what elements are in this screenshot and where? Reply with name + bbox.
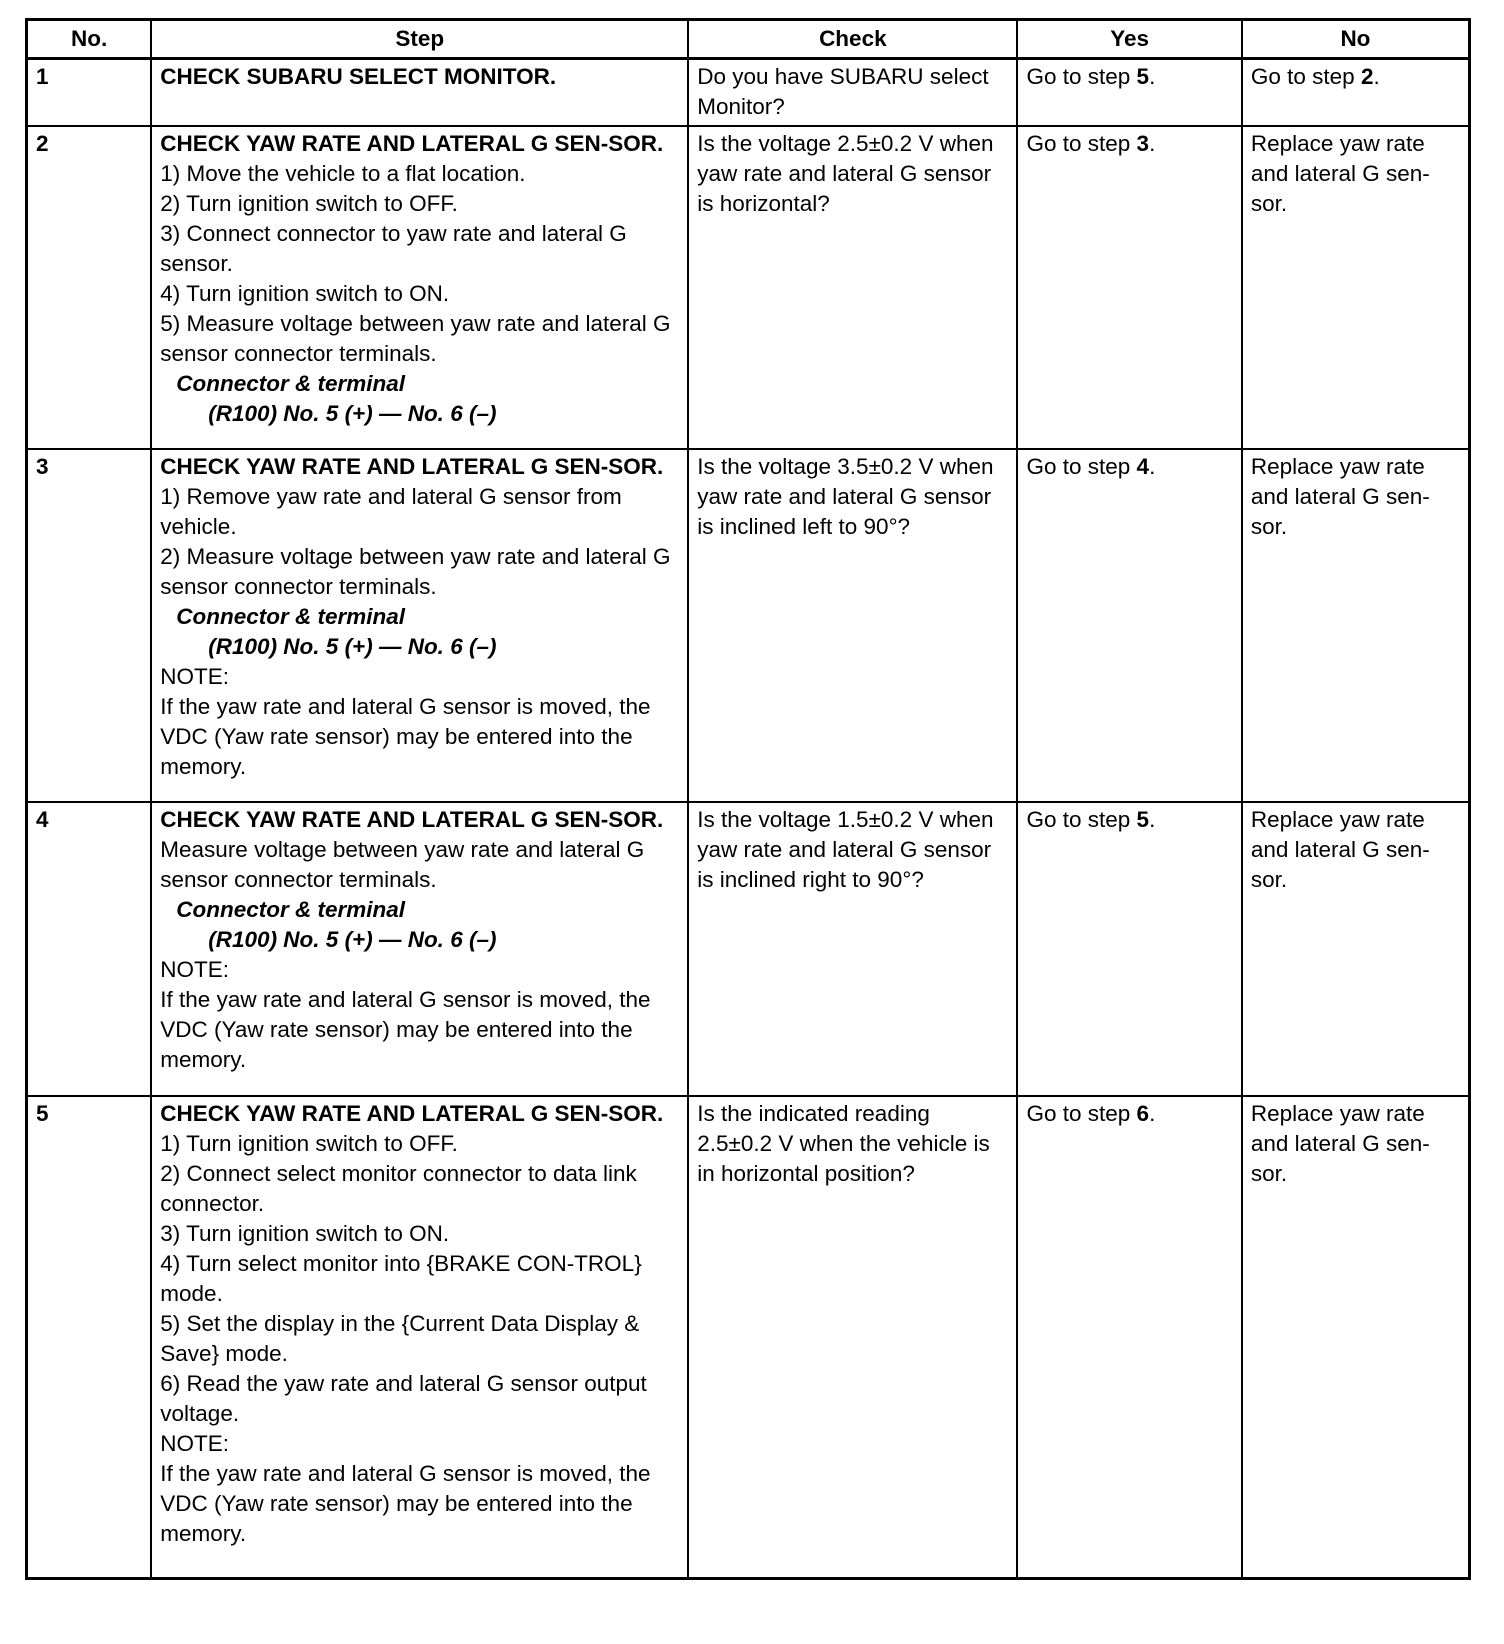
yes-cell xyxy=(1017,1096,1241,1578)
step-cell xyxy=(151,1096,688,1578)
step-line: 2) Connect select monitor connector to data link connector. xyxy=(160,1161,637,1216)
no-suffix: . xyxy=(1373,64,1380,89)
header-check: Check xyxy=(688,20,1017,59)
note-text: If the yaw rate and lateral G sensor is moved, the VDC (Yaw rate sensor) may be entered into the memory. xyxy=(160,694,651,779)
table-row xyxy=(27,126,1470,449)
yes-step: 5 xyxy=(1136,64,1150,89)
no-cell: Replace yaw rate and lateral G sen-sor. xyxy=(1242,126,1470,449)
yes-step: 5 xyxy=(1136,807,1150,832)
step-title: CHECK YAW RATE AND LATERAL G SEN-SOR. xyxy=(160,454,664,479)
check-cell: Is the indicated reading 2.5±0.2 V when the vehicle is in horizontal position? xyxy=(688,1096,1017,1578)
note-label: NOTE: xyxy=(160,957,230,982)
yes-prefix: Go to step xyxy=(1026,454,1137,479)
step-line: 4) Turn select monitor into {BRAKE CON-TROL} mode. xyxy=(160,1251,642,1306)
no-cell xyxy=(1242,59,1470,127)
yes-step: 6 xyxy=(1136,1101,1150,1126)
no-cell: Replace yaw rate and lateral G sen-sor. xyxy=(1242,449,1470,802)
step-line: 5) Set the display in the {Current Data Display & Save} mode. xyxy=(160,1311,640,1366)
step-cell xyxy=(151,449,688,802)
table-row xyxy=(27,1096,1470,1578)
check-cell: Is the voltage 2.5±0.2 V when yaw rate and lateral G sensor is horizontal? xyxy=(688,126,1017,449)
step-title: CHECK YAW RATE AND LATERAL G SEN-SOR. xyxy=(160,807,664,832)
yes-step: 4 xyxy=(1136,454,1150,479)
step-title: CHECK SUBARU SELECT MONITOR. xyxy=(160,64,557,89)
header-step: Step xyxy=(151,20,688,59)
step-number: 4 xyxy=(27,802,152,1096)
table-row xyxy=(27,59,1470,127)
yes-cell xyxy=(1017,126,1241,449)
note-label: NOTE: xyxy=(160,1431,230,1456)
diagnostic-table xyxy=(25,18,1471,1580)
note-text: If the yaw rate and lateral G sensor is moved, the VDC (Yaw rate sensor) may be entered into the memory. xyxy=(160,987,651,1072)
step-line: 4) Turn ignition switch to ON. xyxy=(160,281,450,306)
note-text: If the yaw rate and lateral G sensor is moved, the VDC (Yaw rate sensor) may be entered into the memory. xyxy=(160,1461,651,1546)
step-line: Measure voltage between yaw rate and lateral G sensor connector terminals. xyxy=(160,837,645,892)
step-title: CHECK YAW RATE AND LATERAL G SEN-SOR. xyxy=(160,1101,664,1126)
step-line: 2) Turn ignition switch to OFF. xyxy=(160,191,458,216)
step-line: 6) Read the yaw rate and lateral G sensor output voltage. xyxy=(160,1371,647,1426)
yes-cell xyxy=(1017,449,1241,802)
step-number: 3 xyxy=(27,449,152,802)
check-cell: Is the voltage 3.5±0.2 V when yaw rate and lateral G sensor is inclined left to 90°? xyxy=(688,449,1017,802)
yes-prefix: Go to step xyxy=(1026,807,1137,832)
step-line: 2) Measure voltage between yaw rate and lateral G sensor connector terminals. xyxy=(160,544,671,599)
yes-prefix: Go to step xyxy=(1026,64,1137,89)
step-number: 5 xyxy=(27,1096,152,1578)
step-line: 1) Turn ignition switch to OFF. xyxy=(160,1131,458,1156)
yes-prefix: Go to step xyxy=(1026,131,1137,156)
step-number: 1 xyxy=(27,59,152,127)
yes-suffix: . xyxy=(1149,131,1156,156)
yes-prefix: Go to step xyxy=(1026,1101,1137,1126)
step-cell xyxy=(151,802,688,1096)
header-no-result: No xyxy=(1242,20,1470,59)
yes-cell xyxy=(1017,59,1241,127)
step-line: 3) Turn ignition switch to ON. xyxy=(160,1221,450,1246)
no-prefix: Go to step xyxy=(1250,64,1361,89)
header-row xyxy=(27,20,1470,59)
step-line: 3) Connect connector to yaw rate and lateral G sensor. xyxy=(160,221,627,276)
check-cell: Is the voltage 1.5±0.2 V when yaw rate and lateral G sensor is inclined right to 90°? xyxy=(688,802,1017,1096)
yes-suffix: . xyxy=(1149,807,1156,832)
connector-label: Connector & terminal xyxy=(176,371,406,396)
check-cell: Do you have SUBARU select Monitor? xyxy=(688,59,1017,127)
yes-suffix: . xyxy=(1149,454,1156,479)
step-number: 2 xyxy=(27,126,152,449)
step-title: CHECK YAW RATE AND LATERAL G SEN-SOR. xyxy=(160,131,664,156)
no-cell: Replace yaw rate and lateral G sen-sor. xyxy=(1242,802,1470,1096)
table-row xyxy=(27,802,1470,1096)
step-line: 5) Measure voltage between yaw rate and lateral G sensor connector terminals. xyxy=(160,311,671,366)
terminal-value: (R100) No. 5 (+) — No. 6 (–) xyxy=(208,927,497,952)
no-step: 2 xyxy=(1360,64,1374,89)
note-label: NOTE: xyxy=(160,664,230,689)
no-cell: Replace yaw rate and lateral G sen-sor. xyxy=(1242,1096,1470,1578)
table-row xyxy=(27,449,1470,802)
step-line: 1) Remove yaw rate and lateral G sensor from vehicle. xyxy=(160,484,622,539)
step-line: 1) Move the vehicle to a flat location. xyxy=(160,161,526,186)
connector-label: Connector & terminal xyxy=(176,897,406,922)
step-cell xyxy=(151,59,688,127)
yes-step: 3 xyxy=(1136,131,1150,156)
header-no: No. xyxy=(27,20,152,59)
header-yes: Yes xyxy=(1017,20,1241,59)
terminal-value: (R100) No. 5 (+) — No. 6 (–) xyxy=(208,401,497,426)
yes-suffix: . xyxy=(1149,64,1156,89)
connector-label: Connector & terminal xyxy=(176,604,406,629)
yes-suffix: . xyxy=(1149,1101,1156,1126)
step-cell xyxy=(151,126,688,449)
yes-cell xyxy=(1017,802,1241,1096)
terminal-value: (R100) No. 5 (+) — No. 6 (–) xyxy=(208,634,497,659)
